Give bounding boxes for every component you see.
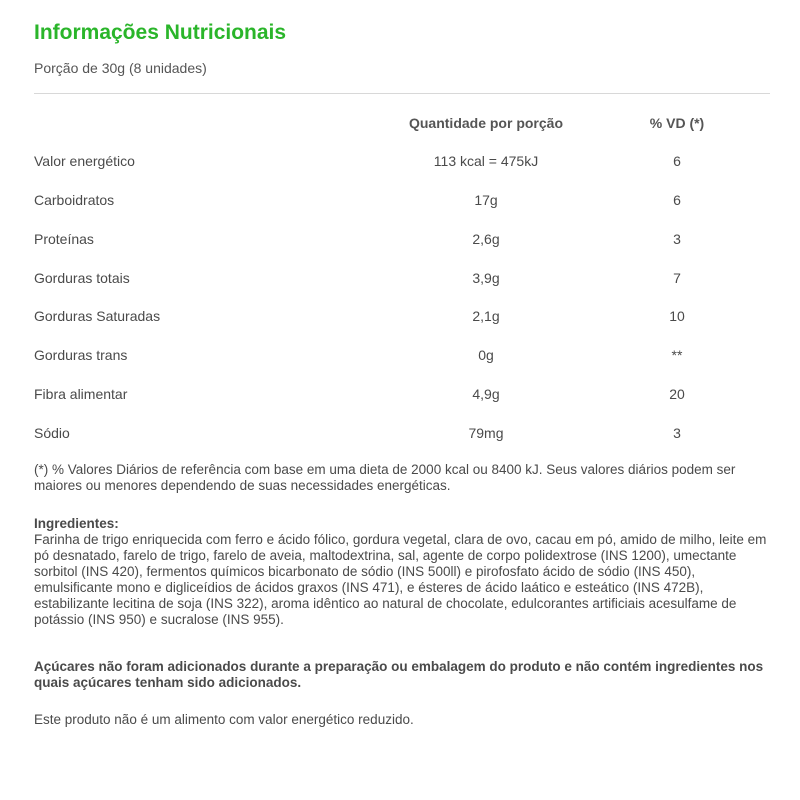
energy-notice: Este produto não é um alimento com valor energético reduzido. — [34, 712, 414, 727]
table-row — [34, 308, 770, 328]
nutrient-vd: 6 — [673, 192, 681, 208]
nutrient-amount: 2,6g — [472, 231, 500, 247]
nutrient-name: Proteínas — [34, 231, 94, 247]
nutrient-vd: 3 — [673, 231, 681, 247]
nutrient-vd: ** — [671, 347, 683, 363]
nutrient-name: Fibra alimentar — [34, 386, 128, 402]
column-header-amount: Quantidade por porção — [408, 115, 563, 131]
table-row — [34, 270, 770, 290]
nutrient-amount: 17g — [474, 192, 498, 208]
table-row — [34, 425, 770, 445]
nutrient-name: Gorduras totais — [34, 270, 130, 286]
table-row — [34, 231, 770, 251]
nutrient-amount: 3,9g — [472, 270, 500, 286]
nutrient-amount: 0g — [478, 347, 494, 363]
nutrient-amount: 4,9g — [472, 386, 500, 402]
ingredients-section — [34, 516, 770, 628]
nutrient-name: Sódio — [34, 425, 70, 441]
table-row — [34, 192, 770, 212]
ingredients-heading: Ingredientes: — [34, 516, 119, 531]
nutrient-vd: 3 — [673, 425, 681, 441]
nutrient-name: Gorduras trans — [34, 347, 128, 363]
nutrient-name: Valor energético — [34, 153, 135, 169]
ingredients-text: Farinha de trigo enriquecida com ferro e ácido fólico, gordura vegetal, clara de ovo, cacau em pó, amido de milho, leite em pó desnatado, farelo de trigo, farelo de aveia, maltodextrina, sal, agente de corpo polidextrose (INS 1200), umectante sorbitol (INS 420), fermentos químicos bicarbonato de sódio (INS 500ll) e pirofosfato ácido de sódio (INS 450), emulsificante mono e digliceídios de ácidos graxos (INS 471), e ésteres de ácido laático e esteático (INS 472B), estabilizante lecitina de soja (INS 322), aroma idêntico ao natural de chocolate, edulcorantes artificiais acesulfame de potássio (INS 950) e sucralose (INS 955). — [34, 532, 767, 627]
table-row — [34, 347, 770, 367]
nutrient-amount: 79mg — [468, 425, 504, 441]
nutrient-name: Carboidratos — [34, 192, 115, 208]
nutrient-vd: 7 — [673, 270, 681, 286]
column-header-vd: % VD (*) — [649, 115, 705, 131]
sugar-notice: Açúcares não foram adicionados durante a preparação ou embalagem do produto e não contém ingredientes nos quais açúcares tenham sido adicionados. — [34, 659, 764, 690]
table-row — [34, 153, 770, 173]
page-title: Informações Nutricionais — [34, 21, 287, 44]
serving-size: Porção de 30g (8 unidades) — [34, 60, 207, 76]
nutrient-vd: 20 — [669, 386, 685, 402]
nutrient-name: Gorduras Saturadas — [34, 308, 161, 324]
nutrient-amount: 2,1g — [472, 308, 500, 324]
nutrient-vd: 6 — [673, 153, 681, 169]
divider — [34, 93, 770, 94]
daily-values-footnote: (*) % Valores Diários de referência com base em uma dieta de 2000 kcal ou 8400 kJ. Seus valores diários podem ser maiores ou menores dependendo de suas necessidades energéticas. — [34, 462, 736, 493]
table-row — [34, 386, 770, 406]
nutrient-vd: 10 — [669, 308, 685, 324]
nutrition-table-header — [34, 115, 770, 133]
nutrient-amount: 113 kcal = 475kJ — [433, 153, 539, 169]
